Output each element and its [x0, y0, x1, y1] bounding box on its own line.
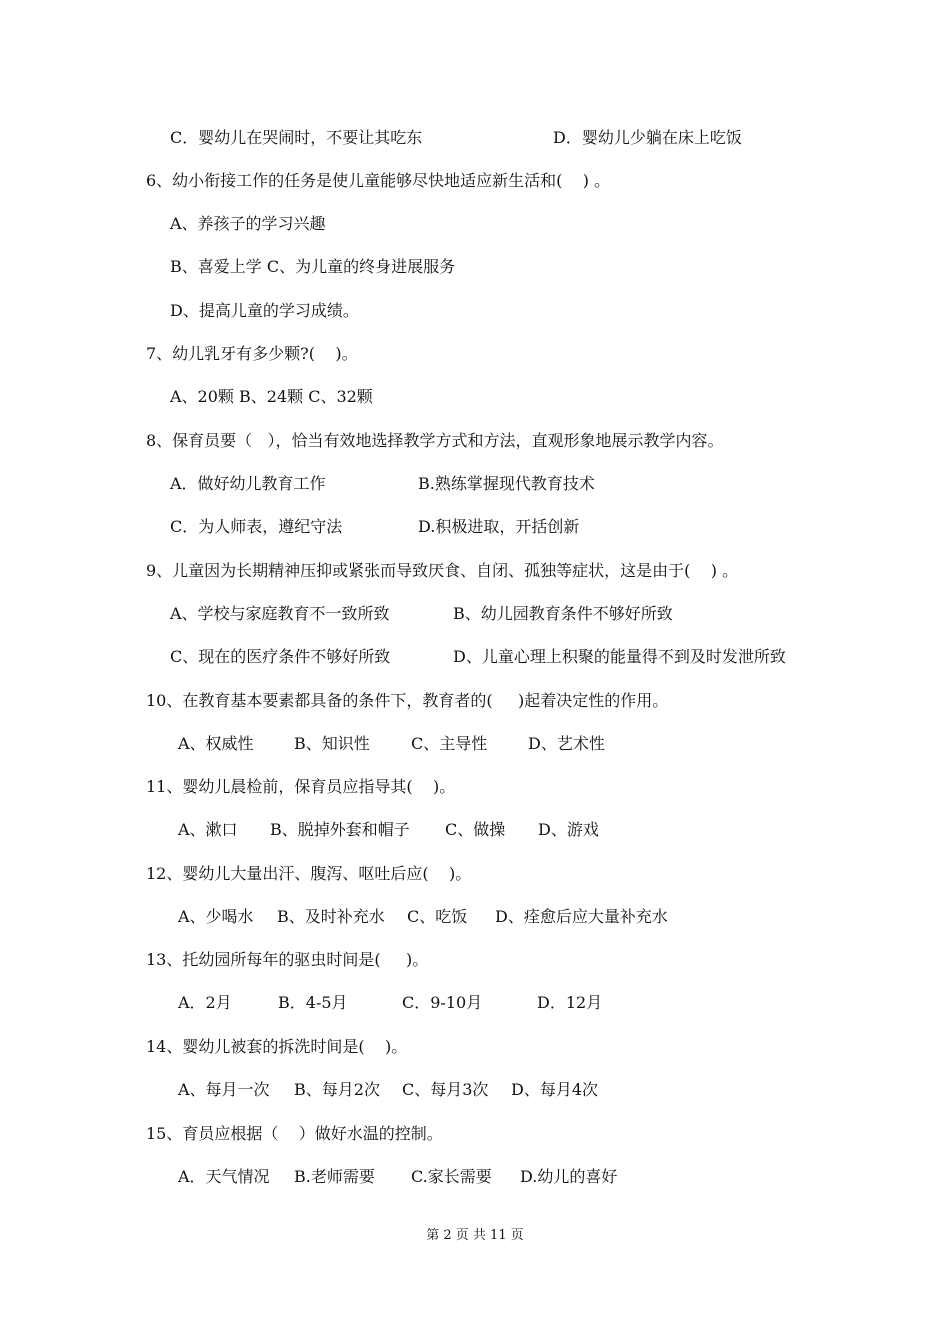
q10-option-c: C、主导性 [411, 734, 488, 753]
q5-option-c: C．婴幼儿在哭闹时，不要让其吃东 [170, 128, 423, 147]
q15-option-a: A．天气情况 [178, 1167, 270, 1186]
q9-option-b: B、幼儿园教育条件不够好所致 [453, 604, 673, 623]
q15-option-d: D.幼儿的喜好 [520, 1167, 618, 1186]
q12-option-c: C、吃饭 [407, 907, 468, 926]
q13-option-d: D．12月 [537, 993, 603, 1012]
question-7: 7、幼儿乳牙有多少颗?( )。 [146, 344, 358, 363]
q10-option-b: B、知识性 [294, 734, 370, 753]
q8-option-d: D.积极进取，开括创新 [418, 517, 580, 536]
q14-option-b: B、每月2次 [294, 1080, 380, 1099]
q6-option-d: D、提高儿童的学习成绩。 [170, 301, 359, 320]
q12-option-a: A、少喝水 [178, 907, 254, 926]
q8-option-b: B.熟练掌握现代教育技术 [418, 474, 595, 493]
question-6: 6、幼小衔接工作的任务是使儿童能够尽快地适应新生活和( ) 。 [146, 171, 611, 190]
q11-option-d: D、游戏 [538, 820, 599, 839]
q9-option-a: A、学校与家庭教育不一致所致 [170, 604, 390, 623]
q5-option-d: D．婴幼儿少躺在床上吃饭 [553, 128, 742, 147]
q11-option-b: B、脱掉外套和帽子 [270, 820, 410, 839]
question-12: 12、婴幼儿大量出汗、腹泻、呕吐后应( )。 [146, 864, 472, 883]
question-8: 8、保育员要（ ），恰当有效地选择教学方式和方法，直观形象地展示教学内容。 [146, 431, 724, 450]
q11-option-c: C、做操 [445, 820, 506, 839]
q15-option-b: B.老师需要 [294, 1167, 375, 1186]
question-11: 11、婴幼儿晨检前，保育员应指导其( )。 [146, 777, 456, 796]
question-13: 13、托幼园所每年的驱虫时间是( )。 [146, 950, 429, 969]
q11-option-a: A、漱口 [178, 820, 238, 839]
q7-options: A、20颗 B、24颗 C、32颗 [170, 387, 373, 406]
q8-option-c: C．为人师表，遵纪守法 [170, 517, 343, 536]
question-15: 15、育员应根据（ ）做好水温的控制。 [146, 1124, 443, 1143]
q14-option-a: A、每月一次 [178, 1080, 270, 1099]
q15-option-c: C.家长需要 [411, 1167, 492, 1186]
q12-option-d: D、痊愈后应大量补充水 [495, 907, 668, 926]
q6-option-a: A、养孩子的学习兴趣 [170, 214, 326, 233]
q14-option-d: D、每月4次 [511, 1080, 599, 1099]
q12-option-b: B、及时补充水 [277, 907, 385, 926]
question-9: 9、儿童因为长期精神压抑或紧张而导致厌食、自闭、孤独等症状，这是由于( ) 。 [146, 561, 739, 580]
q14-option-c: C、每月3次 [402, 1080, 489, 1099]
q8-option-a: A．做好幼儿教育工作 [170, 474, 326, 493]
q13-option-c: C．9-10月 [402, 993, 483, 1012]
q9-option-d: D、儿童心理上积聚的能量得不到及时发泄所致 [453, 647, 786, 666]
q6-option-bc: B、喜爱上学 C、为儿童的终身进展服务 [170, 257, 456, 276]
q13-option-b: B．4-5月 [278, 993, 348, 1012]
question-14: 14、婴幼儿被套的拆洗时间是( )。 [146, 1037, 408, 1056]
q13-option-a: A．2月 [178, 993, 232, 1012]
q10-option-a: A、权威性 [178, 734, 254, 753]
q9-option-c: C、现在的医疗条件不够好所致 [170, 647, 391, 666]
page-footer: 第 2 页 共 11 页 [426, 1228, 524, 1243]
question-10: 10、在教育基本要素都具备的条件下，教育者的( )起着决定性的作用。 [146, 691, 669, 710]
q10-option-d: D、艺术性 [528, 734, 605, 753]
